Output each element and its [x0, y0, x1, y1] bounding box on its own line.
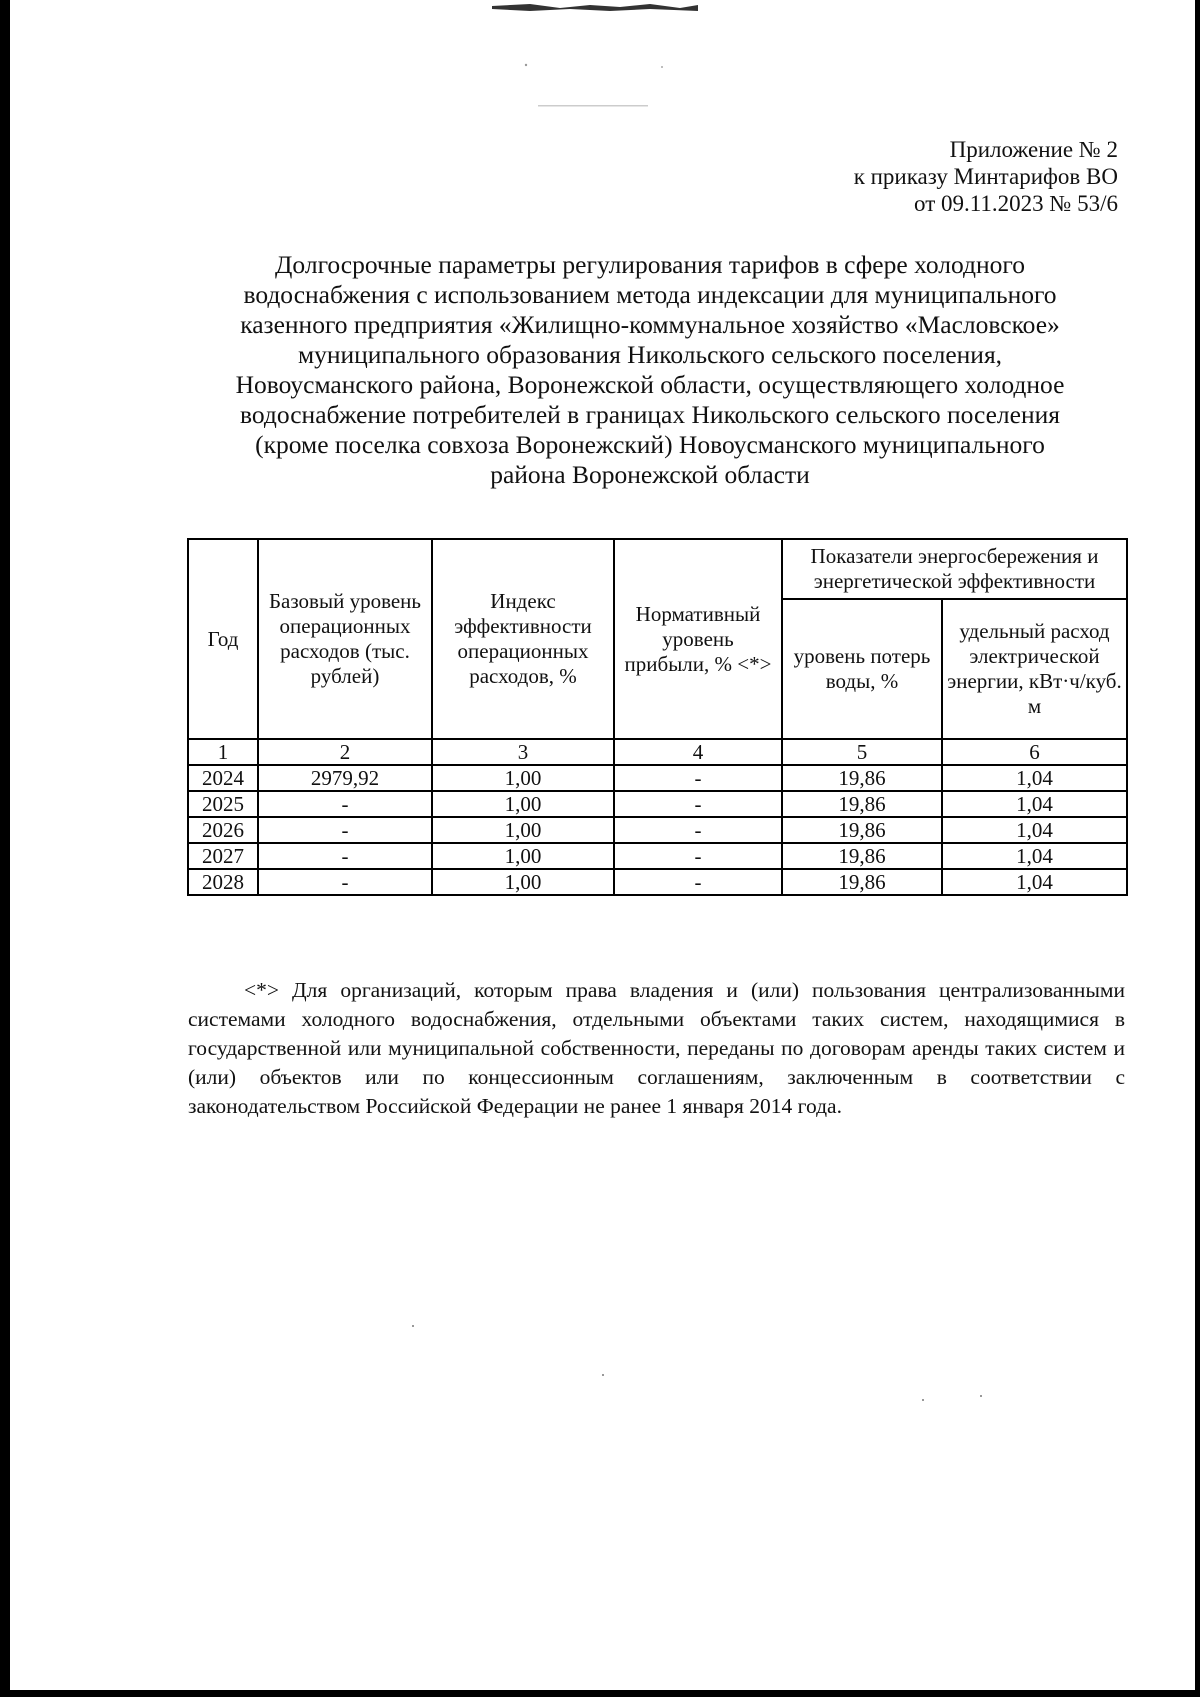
- header-water-loss: уровень потерь воды, %: [782, 599, 942, 739]
- title-line: водоснабжение потребителей в границах Никольского сельского поселения: [240, 400, 1060, 429]
- title-line: казенного предприятия «Жилищно-коммунальное хозяйство «Масловское»: [240, 310, 1060, 339]
- header-electricity: удельный расход электрической энергии, кВт·ч/куб. м: [942, 599, 1127, 739]
- scan-speck: [602, 1374, 604, 1376]
- table-row: [188, 869, 1127, 895]
- title-line: муниципального образования Никольского сельского поселения,: [297, 340, 1003, 369]
- scan-border-left: [0, 0, 10, 1697]
- column-number: 2: [258, 739, 432, 765]
- scan-artifact-top: [490, 2, 700, 12]
- cell-year: 2027: [188, 843, 258, 869]
- cell-electricity: 1,04: [942, 869, 1127, 895]
- title-line: водоснабжения с использованием метода индексации для муниципального: [243, 280, 1057, 309]
- cell-electricity: 1,04: [942, 765, 1127, 791]
- cell-water-loss: 19,86: [782, 765, 942, 791]
- cell-electricity: 1,04: [942, 817, 1127, 843]
- cell-efficiency-index: 1,00: [432, 843, 614, 869]
- cell-profit-level: -: [614, 869, 782, 895]
- cell-year: 2025: [188, 791, 258, 817]
- cell-base-level: -: [258, 843, 432, 869]
- cell-water-loss: 19,86: [782, 869, 942, 895]
- title-line: Долгосрочные параметры регулирования тарифов в сфере холодного: [275, 250, 1025, 279]
- column-number: 5: [782, 739, 942, 765]
- cell-electricity: 1,04: [942, 791, 1127, 817]
- cell-water-loss: 19,86: [782, 791, 942, 817]
- header-profit-level: Нормативный уровень прибыли, % <*>: [614, 539, 782, 739]
- title-line: района Воронежской области: [490, 460, 810, 489]
- cell-efficiency-index: 1,00: [432, 817, 614, 843]
- cell-profit-level: -: [614, 765, 782, 791]
- table-row: [188, 765, 1127, 791]
- cell-base-level: -: [258, 791, 432, 817]
- title-line: (кроме поселка совхоза Воронежский) Новоусманского муниципального: [255, 430, 1045, 459]
- table-column-numbers-row: [188, 739, 1127, 765]
- cell-profit-level: -: [614, 817, 782, 843]
- header-efficiency-index: Индекс эффективности операционных расходов, %: [432, 539, 614, 739]
- column-number: 6: [942, 739, 1127, 765]
- footnote: <*> Для организаций, которым права владения и (или) пользования централизованными системами холодного водоснабжения, отдельными объектами таких систем, находящимися в государственной или муниципальной собственности, переданы по договорам аренды таких систем и (или) объектов или по концессионным соглашениям, заключенным в соответствии с законодательством Российской Федерации не ранее 1 января 2014 года.: [188, 978, 1125, 1118]
- cell-profit-level: -: [614, 843, 782, 869]
- parameters-table: [187, 538, 1128, 896]
- scan-border-bottom: [0, 1690, 1200, 1697]
- cell-efficiency-index: 1,00: [432, 869, 614, 895]
- scan-artifact-dots: [520, 55, 680, 115]
- cell-profit-level: -: [614, 791, 782, 817]
- scan-speck: [922, 1399, 924, 1401]
- cell-efficiency-index: 1,00: [432, 791, 614, 817]
- scan-border-right: [1195, 0, 1200, 1697]
- cell-water-loss: 19,86: [782, 817, 942, 843]
- approval-line-2: к приказу Минтарифов ВО: [853, 164, 1118, 189]
- cell-efficiency-index: 1,00: [432, 765, 614, 791]
- column-number: 1: [188, 739, 258, 765]
- column-number: 3: [432, 739, 614, 765]
- cell-year: 2028: [188, 869, 258, 895]
- scan-speck: [980, 1395, 982, 1397]
- approval-line-1: Приложение № 2: [949, 137, 1118, 162]
- column-number: 4: [614, 739, 782, 765]
- approval-line-3: от 09.11.2023 № 53/6: [914, 191, 1118, 216]
- approval-block: [854, 136, 1118, 217]
- cell-year: 2026: [188, 817, 258, 843]
- scan-speck: [412, 1325, 414, 1327]
- document-title: [180, 250, 1120, 490]
- cell-base-level: 2979,92: [258, 765, 432, 791]
- table-row: [188, 817, 1127, 843]
- header-base-level: Базовый уровень операционных расходов (тыс. рублей): [258, 539, 432, 739]
- cell-base-level: -: [258, 817, 432, 843]
- header-year: Год: [188, 539, 258, 739]
- table-row: [188, 843, 1127, 869]
- cell-electricity: 1,04: [942, 843, 1127, 869]
- cell-water-loss: 19,86: [782, 843, 942, 869]
- title-line: Новоусманского района, Воронежской области, осуществляющего холодное: [235, 370, 1065, 399]
- table-header-row: [188, 539, 1127, 599]
- header-energy-group: Показатели энергосбережения и энергетической эффективности: [782, 539, 1127, 599]
- cell-year: 2024: [188, 765, 258, 791]
- table-row: [188, 791, 1127, 817]
- cell-base-level: -: [258, 869, 432, 895]
